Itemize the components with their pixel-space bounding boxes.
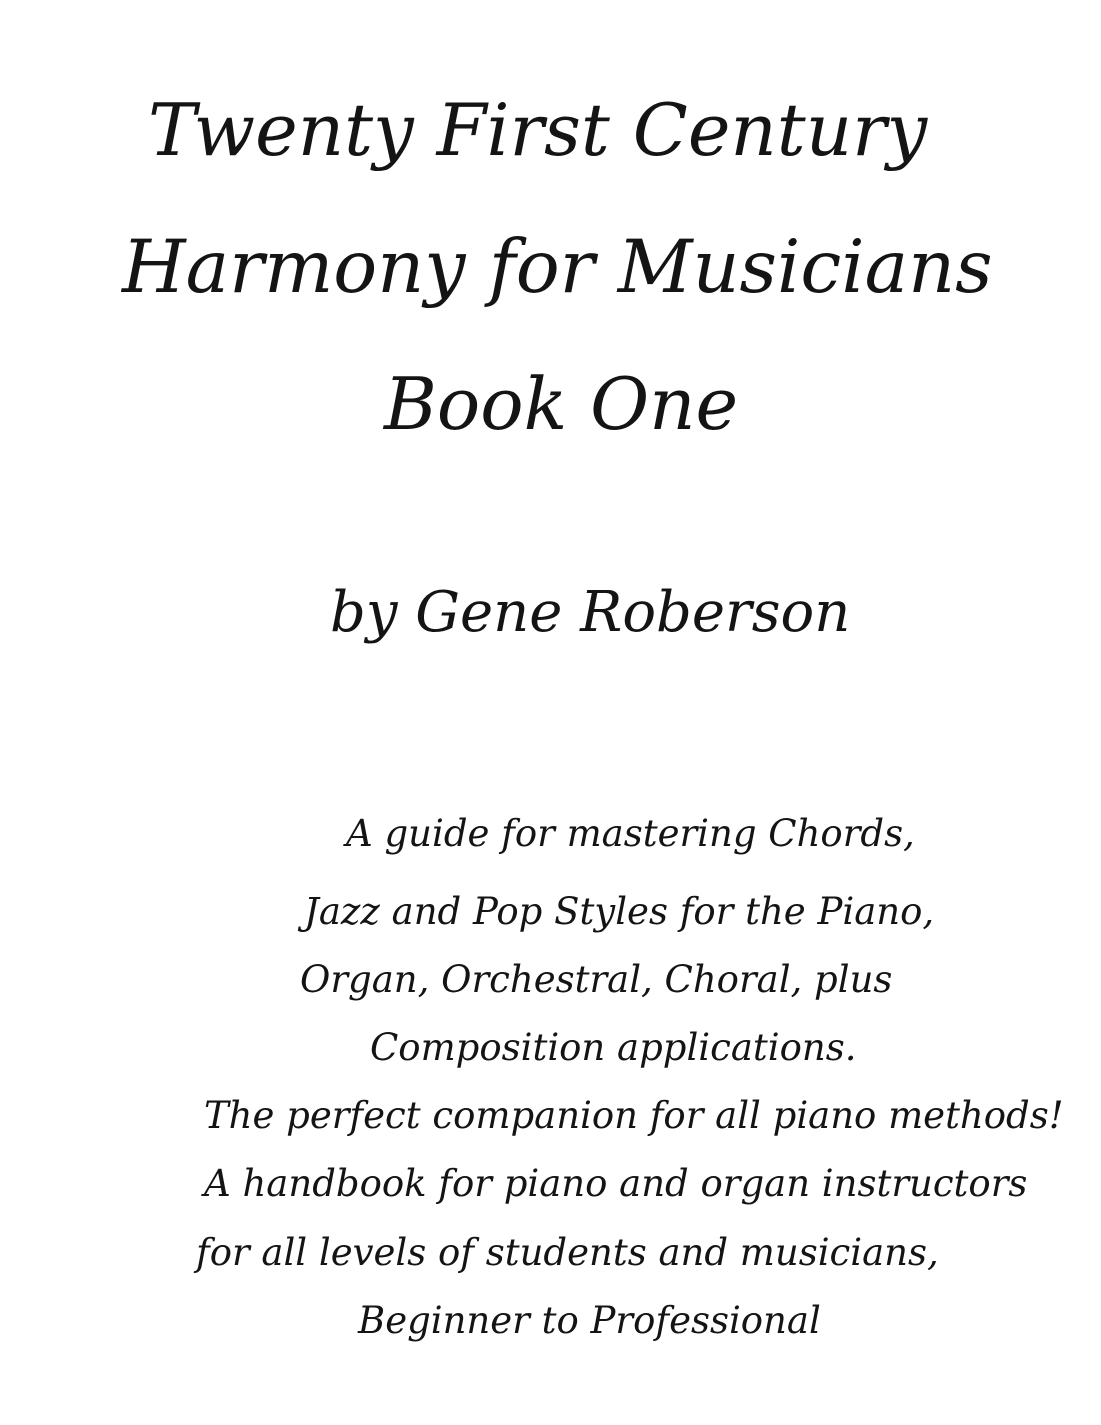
author-line: by Gene Roberson (330, 580, 851, 645)
description-line-8: Beginner to Professional (358, 1299, 821, 1342)
description-line-2: Jazz and Pop Styles for the Piano, (304, 890, 935, 933)
description-line-5: The perfect companion for all piano methods! (204, 1094, 1064, 1137)
description-line-7: for all levels of students and musicians, (196, 1231, 939, 1274)
description-line-4: Composition applications. (370, 1026, 857, 1069)
description-line-1: A guide for mastering Chords, (346, 812, 915, 855)
title-line-2: Harmony for Musicians (122, 225, 993, 310)
description-line-3: Organ, Orchestral, Choral, plus (300, 958, 893, 1001)
title-line-3: Book One (384, 362, 739, 446)
description-line-6: A handbook for piano and organ instructors (204, 1162, 1028, 1205)
title-line-1: Twenty First Century (148, 88, 928, 172)
